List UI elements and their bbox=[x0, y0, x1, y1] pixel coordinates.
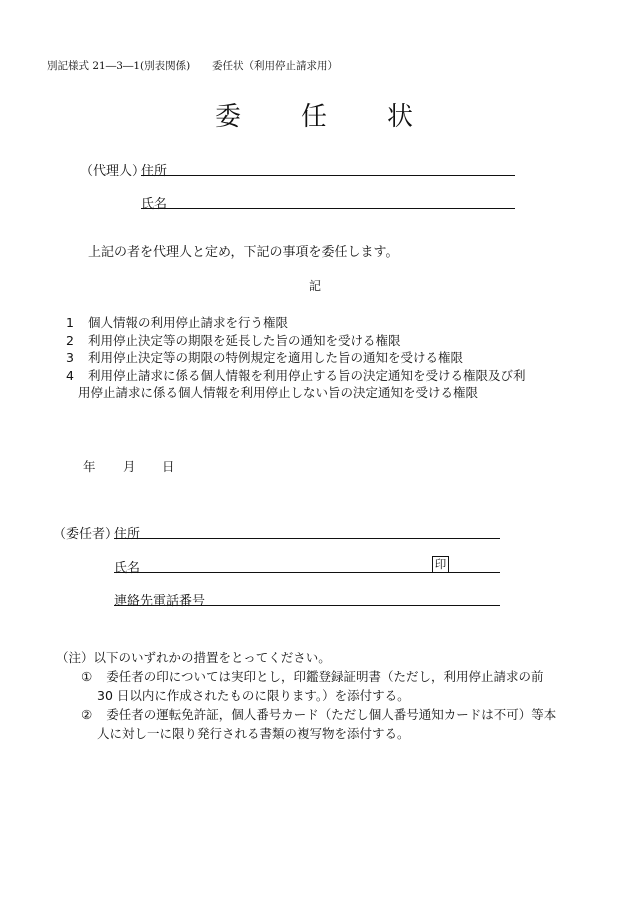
principal-address-field[interactable] bbox=[114, 538, 500, 539]
delegation-statement: 上記の者を代理人と定め，下記の事項を委任します。 bbox=[88, 245, 399, 260]
date-year-label: 年 bbox=[83, 459, 96, 474]
agent-name-label: 氏名 bbox=[141, 197, 168, 212]
ki-heading: 記 bbox=[309, 279, 322, 293]
title-char-2: 任 bbox=[300, 102, 329, 132]
date-month-label: 月 bbox=[123, 459, 136, 474]
list-item: 3 利用停止決定等の期限の特例規定を適用した旨の通知を受ける権限 bbox=[66, 350, 464, 365]
document-title bbox=[0, 96, 630, 133]
note-item-1-continuation: 30 日以内に作成されたものに限ります。）を添付する。 bbox=[97, 688, 410, 703]
list-item: 4 利用停止請求に係る個人情報を利用停止する旨の決定通知を受ける権限及び利 bbox=[66, 367, 526, 383]
note-item-1: ① 委任者の印については実印とし，印鑑登録証明書（ただし，利用停止請求の前 bbox=[81, 669, 544, 684]
date-day-label: 日 bbox=[162, 459, 175, 474]
title-char-3: 状 bbox=[387, 102, 416, 132]
title-char-1: 委 bbox=[214, 102, 243, 132]
delegated-powers-list bbox=[66, 314, 526, 402]
agent-address-field[interactable] bbox=[141, 175, 515, 176]
notes-section bbox=[56, 648, 556, 743]
agent-name-field[interactable] bbox=[141, 208, 515, 209]
note-item-2-continuation: 人に対し一に限り発行される書類の複写物を添付する。 bbox=[97, 726, 410, 741]
note-item-2: ② 委任者の運転免許証，個人番号カード（ただし個人番号通知カードは不可）等本 bbox=[81, 707, 557, 722]
principal-address-label: 住所 bbox=[114, 527, 141, 542]
list-item: 2 利用停止決定等の期限を延長した旨の通知を受ける権限 bbox=[66, 332, 401, 348]
notes-heading: （注）以下のいずれかの措置をとってください。 bbox=[56, 650, 331, 665]
agent-address-label: 住所 bbox=[141, 164, 168, 179]
form-label: 委任状（利用停止請求用） bbox=[212, 60, 338, 72]
seal-mark: 印 bbox=[432, 556, 449, 573]
form-code: 別記様式 21―3―1(別表関係) bbox=[47, 60, 191, 72]
list-item-continuation: 用停止請求に係る個人情報を利用停止しない旨の決定通知を受ける権限 bbox=[78, 385, 479, 400]
principal-phone-field[interactable] bbox=[114, 605, 500, 606]
agent-role-label: （代理人） bbox=[80, 164, 146, 179]
principal-name-label: 氏名 bbox=[114, 561, 141, 576]
principal-role-label: （委任者） bbox=[53, 527, 119, 542]
principal-phone-label: 連絡先電話番号 bbox=[114, 594, 206, 609]
list-item: 1 個人情報の利用停止請求を行う権限 bbox=[66, 315, 289, 330]
